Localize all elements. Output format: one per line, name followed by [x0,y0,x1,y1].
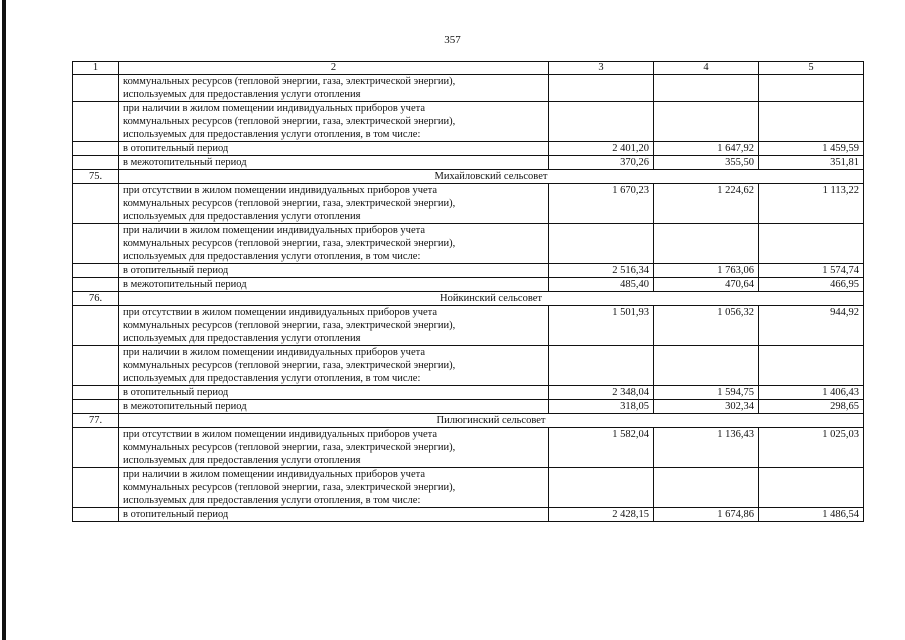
section-number: 76. [73,292,119,306]
table-row [73,346,864,386]
value-cell-4 [654,224,759,264]
description-line: при наличии в жилом помещении индивидуальных приборов учета [123,103,425,114]
description-line: при отсутствии в жилом помещении индивидуальных приборов учета [123,307,438,318]
row-number-cell [73,224,119,264]
description-line: в отопительный период [123,387,229,398]
description-line: используемых для предоставления услуги отопления [123,89,361,100]
value-cell-5: 1 025,03 [759,428,864,468]
value-cell-5: 1 406,43 [759,386,864,400]
row-number-cell [73,508,119,522]
value-cell-3 [549,224,654,264]
value-cell-4 [654,346,759,386]
value-cell-4: 355,50 [654,156,759,170]
row-number-cell [73,156,119,170]
value-cell-4: 1 056,32 [654,306,759,346]
table-header-row [73,62,864,75]
header-col-1: 1 [73,62,119,75]
value-cell-3: 318,05 [549,400,654,414]
value-cell-5: 1 486,54 [759,508,864,522]
description-line: используемых для предоставления услуги отопления [123,333,361,344]
row-number-cell [73,75,119,102]
table-row [73,468,864,508]
description-cell [119,142,549,156]
section-title: Пилюгинский сельсовет [119,414,864,428]
table-row [73,386,864,400]
header-col-5: 5 [759,62,864,75]
description-line: используемых для предоставления услуги отопления [123,455,361,466]
value-cell-4 [654,75,759,102]
description-line: в межотопительный период [123,401,247,412]
value-cell-3: 1 501,93 [549,306,654,346]
description-line: в отопительный период [123,265,229,276]
row-number-cell [73,102,119,142]
value-cell-5: 466,95 [759,278,864,292]
section-row [73,414,864,428]
value-cell-4: 1 136,43 [654,428,759,468]
section-title: Нойкинский сельсовет [119,292,864,306]
header-col-2: 2 [119,62,549,75]
value-cell-3: 2 516,34 [549,264,654,278]
table-row [73,224,864,264]
value-cell-4: 1 763,06 [654,264,759,278]
value-cell-3: 1 670,23 [549,184,654,224]
value-cell-5: 351,81 [759,156,864,170]
value-cell-5 [759,75,864,102]
value-cell-4 [654,468,759,508]
table-row [73,400,864,414]
table-row [73,508,864,522]
value-cell-3: 370,26 [549,156,654,170]
description-line: в отопительный период [123,509,229,520]
description-cell [119,400,549,414]
description-cell [119,346,549,386]
description-line: коммунальных ресурсов (тепловой энергии, газа, электрической энергии), [123,320,456,331]
section-row [73,292,864,306]
value-cell-5 [759,102,864,142]
row-number-cell [73,468,119,508]
value-cell-5: 1 459,59 [759,142,864,156]
description-line: в межотопительный период [123,279,247,290]
section-number: 75. [73,170,119,184]
description-line: используемых для предоставления услуги отопления, в том числе: [123,495,421,506]
value-cell-3: 485,40 [549,278,654,292]
row-number-cell [73,278,119,292]
value-cell-3 [549,102,654,142]
table-row [73,278,864,292]
value-cell-4: 470,64 [654,278,759,292]
row-number-cell [73,346,119,386]
description-cell [119,508,549,522]
value-cell-5 [759,346,864,386]
description-line: коммунальных ресурсов (тепловой энергии, газа, электрической энергии), [123,442,456,453]
description-line: при отсутствии в жилом помещении индивидуальных приборов учета [123,185,438,196]
table-row [73,428,864,468]
value-cell-3 [549,346,654,386]
value-cell-4: 1 647,92 [654,142,759,156]
description-line: коммунальных ресурсов (тепловой энергии, газа, электрической энергии), [123,116,456,127]
value-cell-5: 1 574,74 [759,264,864,278]
row-number-cell [73,400,119,414]
description-cell [119,278,549,292]
description-line: используемых для предоставления услуги отопления, в том числе: [123,251,421,262]
row-number-cell [73,386,119,400]
value-cell-4: 302,34 [654,400,759,414]
section-row [73,170,864,184]
table-row [73,142,864,156]
value-cell-5: 1 113,22 [759,184,864,224]
row-number-cell [73,184,119,224]
description-cell [119,75,549,102]
table-row [73,264,864,278]
description-line: в межотопительный период [123,157,247,168]
description-line: при отсутствии в жилом помещении индивидуальных приборов учета [123,429,438,440]
row-number-cell [73,306,119,346]
description-cell [119,386,549,400]
description-cell [119,468,549,508]
description-line: используемых для предоставления услуги отопления [123,211,361,222]
description-line: коммунальных ресурсов (тепловой энергии, газа, электрической энергии), [123,238,456,249]
description-line: при наличии в жилом помещении индивидуальных приборов учета [123,469,425,480]
page-number: 357 [444,34,461,46]
table-row [73,184,864,224]
tariff-table [72,61,864,522]
value-cell-3: 1 582,04 [549,428,654,468]
description-cell [119,224,549,264]
value-cell-3: 2 401,20 [549,142,654,156]
value-cell-4: 1 674,86 [654,508,759,522]
description-cell [119,306,549,346]
value-cell-4: 1 594,75 [654,386,759,400]
value-cell-4 [654,102,759,142]
table-row [73,75,864,102]
value-cell-5 [759,468,864,508]
description-cell [119,102,549,142]
description-line: используемых для предоставления услуги отопления, в том числе: [123,373,421,384]
description-cell [119,156,549,170]
description-line: в отопительный период [123,143,229,154]
description-line: коммунальных ресурсов (тепловой энергии, газа, электрической энергии), [123,482,456,493]
value-cell-5 [759,224,864,264]
row-number-cell [73,428,119,468]
section-title: Михайловский сельсовет [119,170,864,184]
description-cell [119,264,549,278]
description-line: при наличии в жилом помещении индивидуальных приборов учета [123,225,425,236]
description-line: коммунальных ресурсов (тепловой энергии, газа, электрической энергии), [123,76,456,87]
header-col-4: 4 [654,62,759,75]
description-line: коммунальных ресурсов (тепловой энергии, газа, электрической энергии), [123,360,456,371]
description-line: при наличии в жилом помещении индивидуальных приборов учета [123,347,425,358]
value-cell-5: 944,92 [759,306,864,346]
section-number: 77. [73,414,119,428]
row-number-cell [73,142,119,156]
description-cell [119,428,549,468]
value-cell-4: 1 224,62 [654,184,759,224]
row-number-cell [73,264,119,278]
value-cell-3 [549,75,654,102]
table-row [73,102,864,142]
scan-edge-bar [2,0,6,640]
description-line: используемых для предоставления услуги отопления, в том числе: [123,129,421,140]
table-row [73,156,864,170]
value-cell-3 [549,468,654,508]
table-row [73,306,864,346]
description-line: коммунальных ресурсов (тепловой энергии, газа, электрической энергии), [123,198,456,209]
value-cell-3: 2 428,15 [549,508,654,522]
description-cell [119,184,549,224]
value-cell-5: 298,65 [759,400,864,414]
value-cell-3: 2 348,04 [549,386,654,400]
header-col-3: 3 [549,62,654,75]
